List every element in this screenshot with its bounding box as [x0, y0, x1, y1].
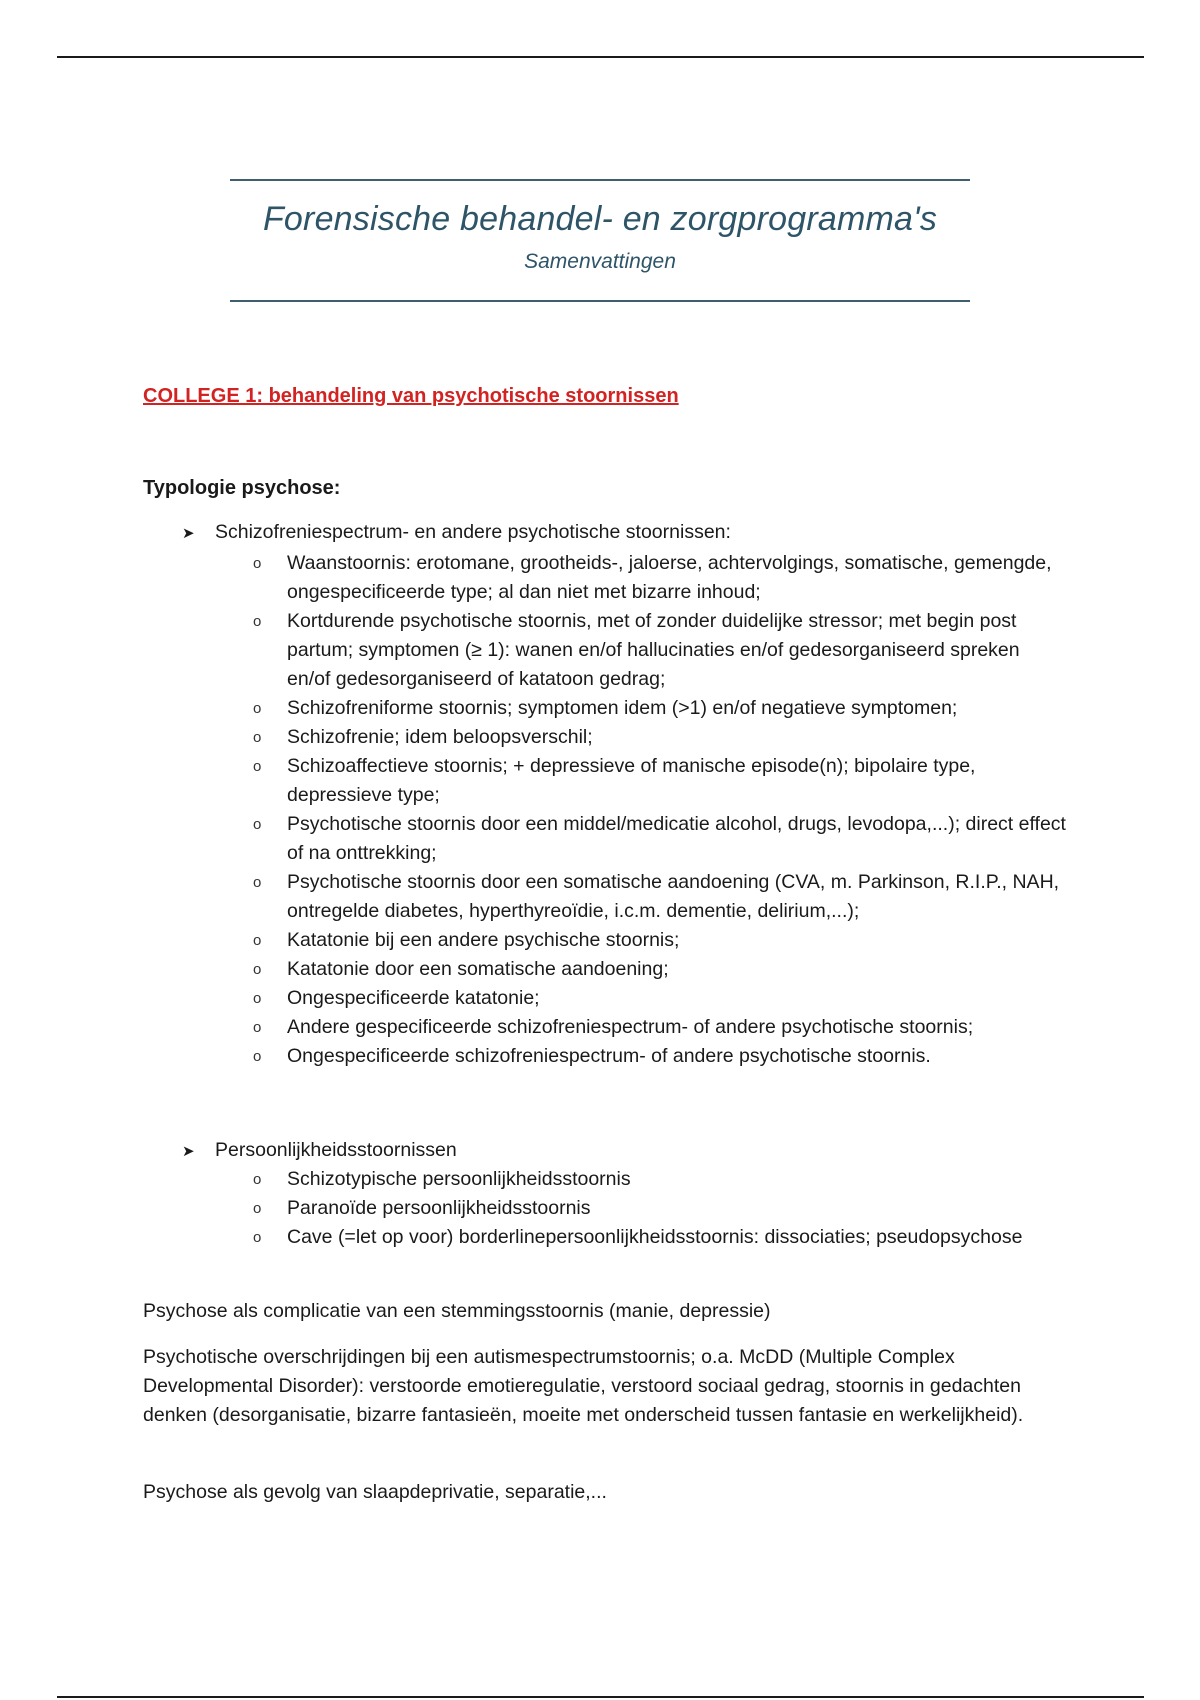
hollow-circle-bullet-icon: o — [253, 1019, 262, 1036]
list-item: o Schizoaffectieve stoornis; + depressieve of manische episode(n); bipolaire type, depressieve type; — [0, 752, 1067, 810]
hollow-circle-bullet-icon: o — [253, 1200, 262, 1217]
list-item: o Andere gespecificeerde schizofreniespectrum- of andere psychotische stoornis; — [0, 1013, 1067, 1042]
list-item: o Katatonie door een somatische aandoening; — [0, 955, 1067, 984]
schizofrenie-list — [0, 549, 1067, 1071]
hollow-circle-bullet-icon: o — [253, 729, 262, 746]
hollow-circle-bullet-icon: o — [253, 758, 262, 775]
title-rule-top — [230, 179, 970, 181]
bottom-page-rule — [57, 1696, 1144, 1698]
hollow-circle-bullet-icon: o — [253, 816, 262, 833]
hollow-circle-bullet-icon: o — [253, 961, 262, 978]
paragraph-slaapdeprivatie: Psychose als gevolg van slaapdeprivatie, separatie,... — [143, 1481, 607, 1503]
hollow-circle-bullet-icon: o — [253, 990, 262, 1007]
arrowhead-bullet-icon: ➤ — [182, 1143, 195, 1160]
section-label: Schizofreniespectrum- en andere psychotische stoornissen: — [215, 521, 731, 543]
list-item: o Kortdurende psychotische stoornis, met of zonder duidelijke stressor; met begin post partum; symptomen (≥ 1): wanen en/of hallucinaties en/of gedesorganiseerd spreken en/of gedesorganiseerd of katatoon gedrag; — [0, 607, 1067, 694]
top-page-rule — [57, 56, 1144, 58]
document-title: Forensische behandel- en zorgprogramma's — [262, 200, 938, 238]
arrowhead-bullet-icon: ➤ — [182, 525, 195, 542]
list-item: o Cave (=let op voor) borderlinepersoonlijkheidsstoornis: dissociaties; pseudopsychose — [0, 1223, 1067, 1252]
hollow-circle-bullet-icon: o — [253, 874, 262, 891]
list-item: o Schizofrenie; idem beloopsverschil; — [0, 723, 1067, 752]
paragraph-stemmingsstoornis: Psychose als complicatie van een stemmingsstoornis (manie, depressie) — [143, 1300, 771, 1322]
hollow-circle-bullet-icon: o — [253, 1229, 262, 1246]
hollow-circle-bullet-icon: o — [253, 700, 262, 717]
list-item: o Paranoïde persoonlijkheidsstoornis — [0, 1194, 1067, 1223]
list-item: o Schizotypische persoonlijkheidsstoornis — [0, 1165, 1067, 1194]
paragraph-autismespectrum: Psychotische overschrijdingen bij een autismespectrumstoornis; o.a. McDD (Multiple Complex Developmental Disorder): verstoorde emotieregulatie, verstoord sociaal gedrag, stoornis in gedachten denken (desorganisatie, bizarre fantasieën, moeite met onderscheid tussen fantasie en werkelijkheid). — [143, 1346, 1024, 1426]
document-subtitle: Samenvattingen — [524, 250, 676, 273]
list-item: o Schizofreniforme stoornis; symptomen idem (>1) en/of negatieve symptomen; — [0, 694, 1067, 723]
section-persoonlijkheid — [182, 1136, 457, 1166]
list-item: o Psychotische stoornis door een middel/medicatie alcohol, drugs, levodopa,...); direct effect of na onttrekking; — [0, 810, 1067, 868]
section-schizofrenie — [182, 518, 731, 548]
hollow-circle-bullet-icon: o — [253, 613, 262, 630]
hollow-circle-bullet-icon: o — [253, 1171, 262, 1188]
list-item: o Ongespecificeerde katatonie; — [0, 984, 1067, 1013]
list-item: o Waanstoornis: erotomane, grootheids-, jaloerse, achtervolgings, somatische, gemengde, ongespecificeerde type; al dan niet met bizarre inhoud; — [0, 549, 1067, 607]
list-item: o Ongespecificeerde schizofreniespectrum- of andere psychotische stoornis. — [0, 1042, 1067, 1071]
college-heading: COLLEGE 1: behandeling van psychotische stoornissen — [143, 385, 679, 407]
hollow-circle-bullet-icon: o — [253, 555, 262, 572]
title-rule-bottom — [230, 300, 970, 302]
list-item: o Katatonie bij een andere psychische stoornis; — [0, 926, 1067, 955]
section-label: Persoonlijkheidsstoornissen — [215, 1139, 457, 1161]
typologie-heading: Typologie psychose: — [143, 477, 341, 499]
hollow-circle-bullet-icon: o — [253, 932, 262, 949]
persoonlijkheid-list — [0, 1165, 1067, 1252]
list-item: o Psychotische stoornis door een somatische aandoening (CVA, m. Parkinson, R.I.P., NAH, ontregelde diabetes, hyperthyreoïdie, i.c.m. dementie, delirium,...); — [0, 868, 1067, 926]
hollow-circle-bullet-icon: o — [253, 1048, 262, 1065]
